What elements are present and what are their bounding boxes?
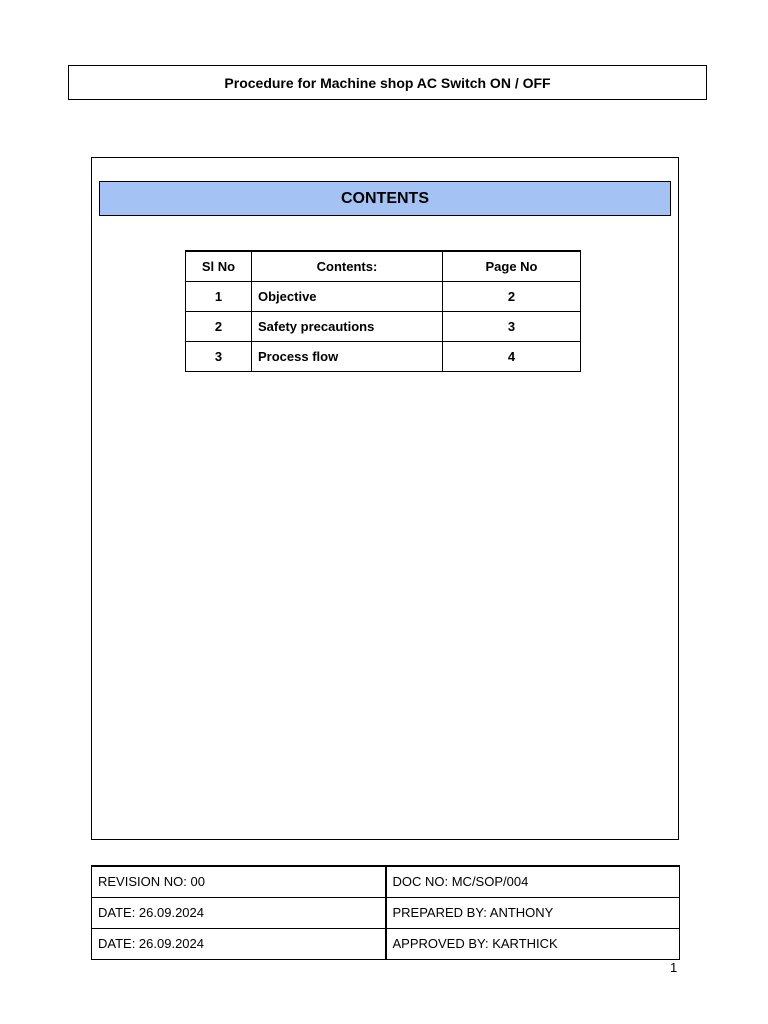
footer-row: [92, 866, 680, 897]
contents-banner: CONTENTS: [99, 181, 671, 216]
row-page-no: 4: [443, 341, 581, 371]
revision-no: REVISION NO: 00: [92, 866, 386, 897]
table-row: [186, 281, 581, 311]
footer-row: [92, 897, 680, 928]
footer-row: [92, 928, 680, 959]
row-sl-no: 2: [186, 311, 252, 341]
row-contents: Objective: [252, 281, 443, 311]
contents-table: [185, 250, 581, 372]
header-contents: Contents:: [252, 251, 443, 281]
document-title: Procedure for Machine shop AC Switch ON / OFF: [68, 65, 707, 100]
footer-table: [91, 865, 680, 960]
table-row: [186, 311, 581, 341]
row-contents: Safety precautions: [252, 311, 443, 341]
header-sl-no: Sl No: [186, 251, 252, 281]
row-sl-no: 1: [186, 281, 252, 311]
date-prepared: DATE: 26.09.2024: [92, 897, 386, 928]
row-page-no: 3: [443, 311, 581, 341]
doc-no: DOC NO: MC/SOP/004: [386, 866, 680, 897]
row-sl-no: 3: [186, 341, 252, 371]
table-row: [186, 341, 581, 371]
contents-table-header: [186, 251, 581, 281]
prepared-by: PREPARED BY: ANTHONY: [386, 897, 680, 928]
date-approved: DATE: 26.09.2024: [92, 928, 386, 959]
approved-by: APPROVED BY: KARTHICK: [386, 928, 680, 959]
page-number: 1: [670, 960, 678, 975]
row-page-no: 2: [443, 281, 581, 311]
row-contents: Process flow: [252, 341, 443, 371]
header-page-no: Page No: [443, 251, 581, 281]
